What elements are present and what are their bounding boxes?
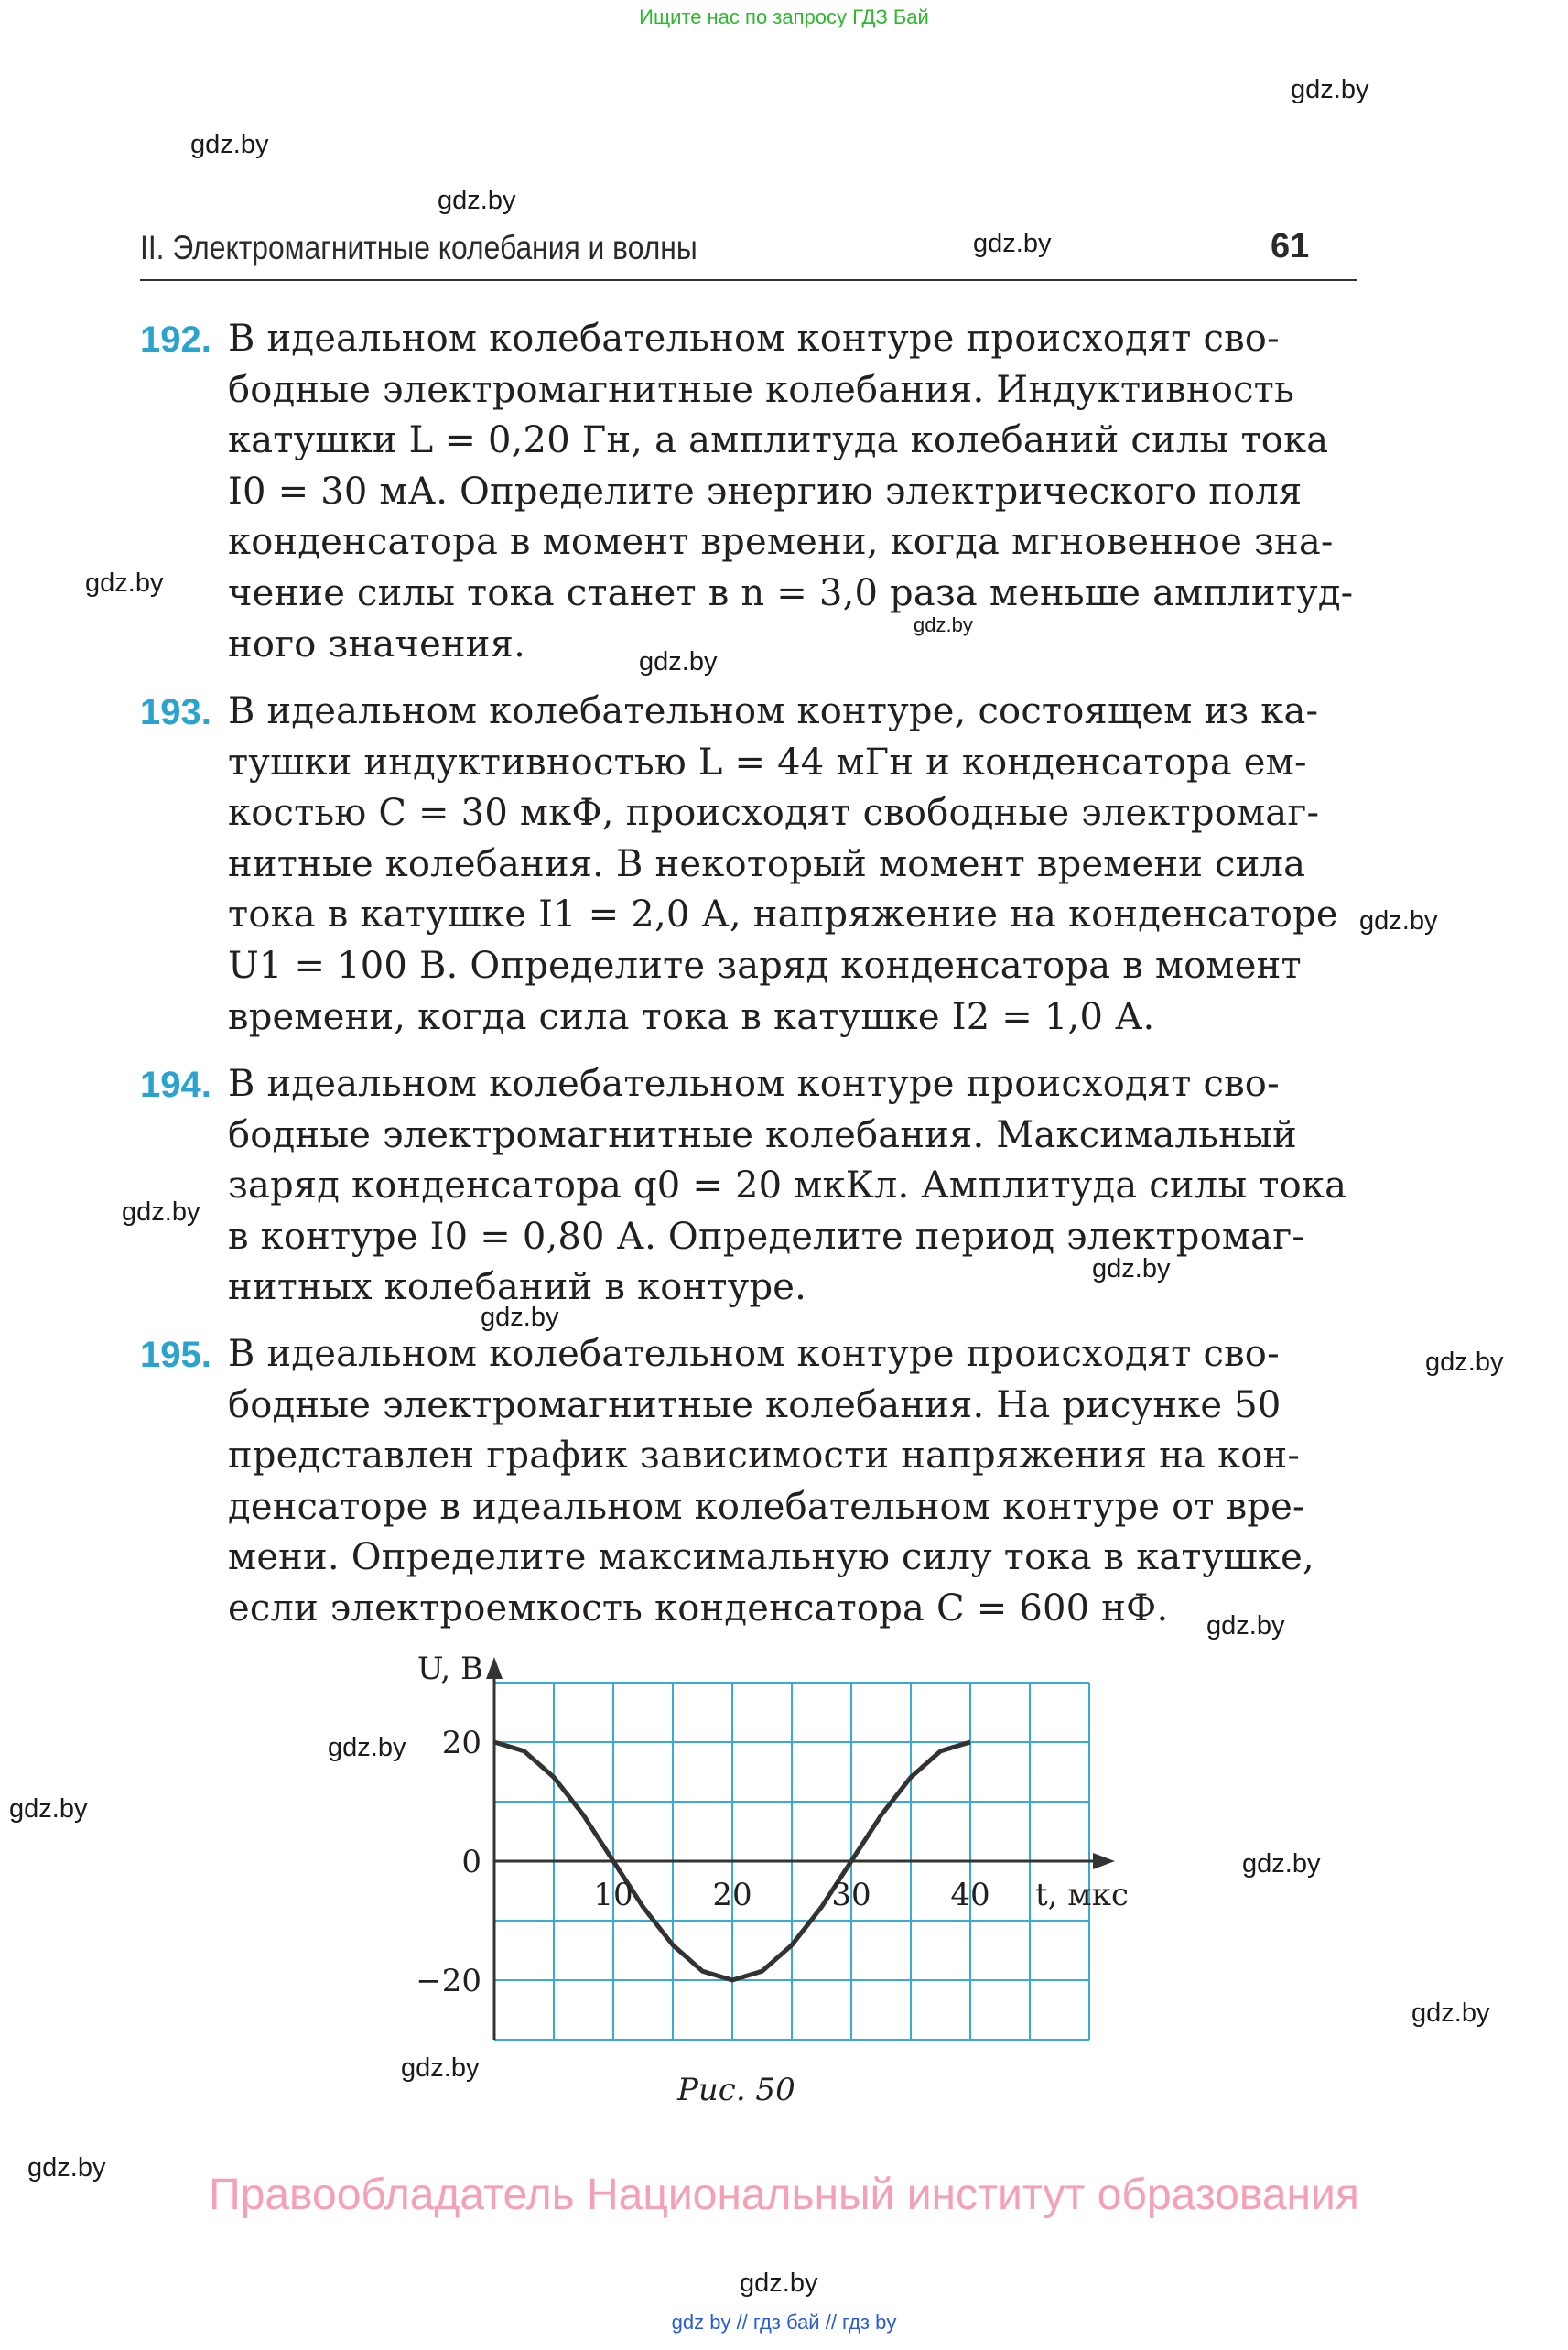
watermark: gdz.by (1359, 906, 1438, 936)
top-note: Ищите нас по запросу ГДЗ Бай (639, 5, 929, 28)
text-line: I0 = 30 мА. Определите энергию электрического поля (228, 470, 1303, 513)
section-title: II. Электромагнитные колебания и волны (140, 229, 697, 266)
problem-text (228, 687, 1360, 1043)
problem-number: 194. (140, 1065, 211, 1105)
problem-192 (140, 314, 1362, 680)
problem-193 (140, 687, 1362, 1053)
y-axis-label: U, В (416, 1651, 483, 1687)
text-line: мени. Определите максимальную силу тока в катушке, (228, 1536, 1314, 1579)
text-line: нитных колебаний в контуре. (228, 1266, 807, 1309)
x-tick-label: 20 (712, 1877, 752, 1913)
chart-axes (486, 1657, 1115, 2040)
watermark: gdz.by (438, 186, 516, 215)
problem-194 (140, 1059, 1362, 1325)
watermark: gdz.by (1206, 1611, 1285, 1641)
watermark: gdz.by (328, 1733, 406, 1762)
text-line: ного значения. (228, 623, 526, 666)
watermark: gdz.by (914, 613, 973, 636)
x-tick-label: 30 (831, 1877, 871, 1913)
text-line: тока в катушке I1 = 2,0 А, напряжение на конденсаторе (228, 893, 1338, 937)
watermark: gdz.by (122, 1197, 200, 1227)
problem-number: 195. (140, 1335, 211, 1375)
text-line: времени, когда сила тока в катушке I2 = 1,0 А. (228, 995, 1155, 1038)
problem-195 (140, 1329, 1362, 1650)
problem-number: 193. (140, 692, 211, 732)
x-axis-label: t, мкс (1034, 1877, 1130, 1913)
watermark: gdz.by (1425, 1348, 1504, 1377)
text-line: В идеальном колебательном контуре происходят сво- (228, 318, 1280, 360)
text-line: бодные электромагнитные колебания. Максимальный (228, 1113, 1297, 1156)
text-line: нитные колебания. В некоторый момент времени сила (228, 842, 1306, 885)
text-line: представлен график зависимости напряжения на кон- (228, 1435, 1301, 1478)
text-line: заряд конденсатора q0 = 20 мкКл. Амплитуда силы тока (228, 1164, 1347, 1207)
x-tick-label: 10 (593, 1877, 633, 1913)
text-line: чение силы тока станет в n = 3,0 раза меньше амплитуд- (228, 571, 1354, 614)
watermark: gdz.by (1242, 1849, 1321, 1879)
chart-labels (416, 1651, 1129, 1999)
watermark: gdz.by (401, 2053, 480, 2083)
footer-links: gdz by // гдз бай // гдз by (671, 2311, 897, 2334)
text-line: конденсатора в момент времени, когда мгновенное зна- (228, 521, 1334, 564)
watermark: gdz.by (1092, 1254, 1171, 1283)
watermark: gdz.by (1291, 75, 1369, 104)
y-axis-arrow (486, 1657, 503, 1679)
x-tick-label: 40 (950, 1877, 990, 1913)
text-line: В идеальном колебательном контуре происходят сво- (228, 1333, 1280, 1375)
problem-text (228, 1059, 1360, 1314)
watermark: gdz.by (481, 1303, 559, 1332)
header-divider (140, 279, 1357, 281)
watermark: gdz.by (639, 647, 718, 677)
problem-number: 192. (140, 319, 211, 360)
watermark: gdz.by (9, 1794, 88, 1824)
figure-caption: Рис. 50 (677, 2072, 795, 2108)
copyright-notice: Правообладатель Национальный институт образования (209, 2171, 1359, 2219)
text-line: катушки L = 0,20 Гн, а амплитуда колебаний силы тока (228, 419, 1329, 462)
page-number: 61 (1271, 227, 1310, 265)
voltage-time-chart (384, 1651, 1130, 2138)
text-line: в контуре I0 = 0,80 А. Определите период электромаг- (228, 1215, 1305, 1258)
x-axis-arrow (1093, 1853, 1115, 1869)
y-tick-label: 0 (461, 1844, 481, 1880)
watermark: gdz.by (740, 2269, 818, 2298)
text-line: В идеальном колебательном контуре, состоящем из ка- (228, 690, 1319, 732)
text-line: бодные электромагнитные колебания. На рисунке 50 (228, 1383, 1281, 1426)
y-tick-label: −20 (416, 1963, 481, 1999)
text-line: денсаторе в идеальном колебательном контуре от вре- (228, 1485, 1305, 1528)
problem-text (228, 1329, 1360, 1635)
text-line: В идеальном колебательном контуре происходят сво- (228, 1063, 1280, 1105)
text-line: U1 = 100 В. Определите заряд конденсатора в момент (228, 944, 1302, 987)
watermark: gdz.by (27, 2153, 106, 2182)
text-line: костью C = 30 мкФ, происходят свободные электромаг- (228, 792, 1320, 835)
text-line: тушки индуктивностью L = 44 мГн и конденсатора ем- (228, 741, 1307, 784)
problem-text (228, 314, 1360, 670)
watermark: gdz.by (973, 229, 1052, 258)
text-line: если электроемкость конденсатора C = 600 нФ. (228, 1587, 1169, 1630)
text-line: бодные электромагнитные колебания. Индуктивность (228, 368, 1294, 411)
watermark: gdz.by (190, 130, 269, 159)
y-tick-label: 20 (441, 1725, 481, 1761)
watermark: gdz.by (85, 569, 164, 598)
watermark: gdz.by (1411, 1998, 1490, 2028)
